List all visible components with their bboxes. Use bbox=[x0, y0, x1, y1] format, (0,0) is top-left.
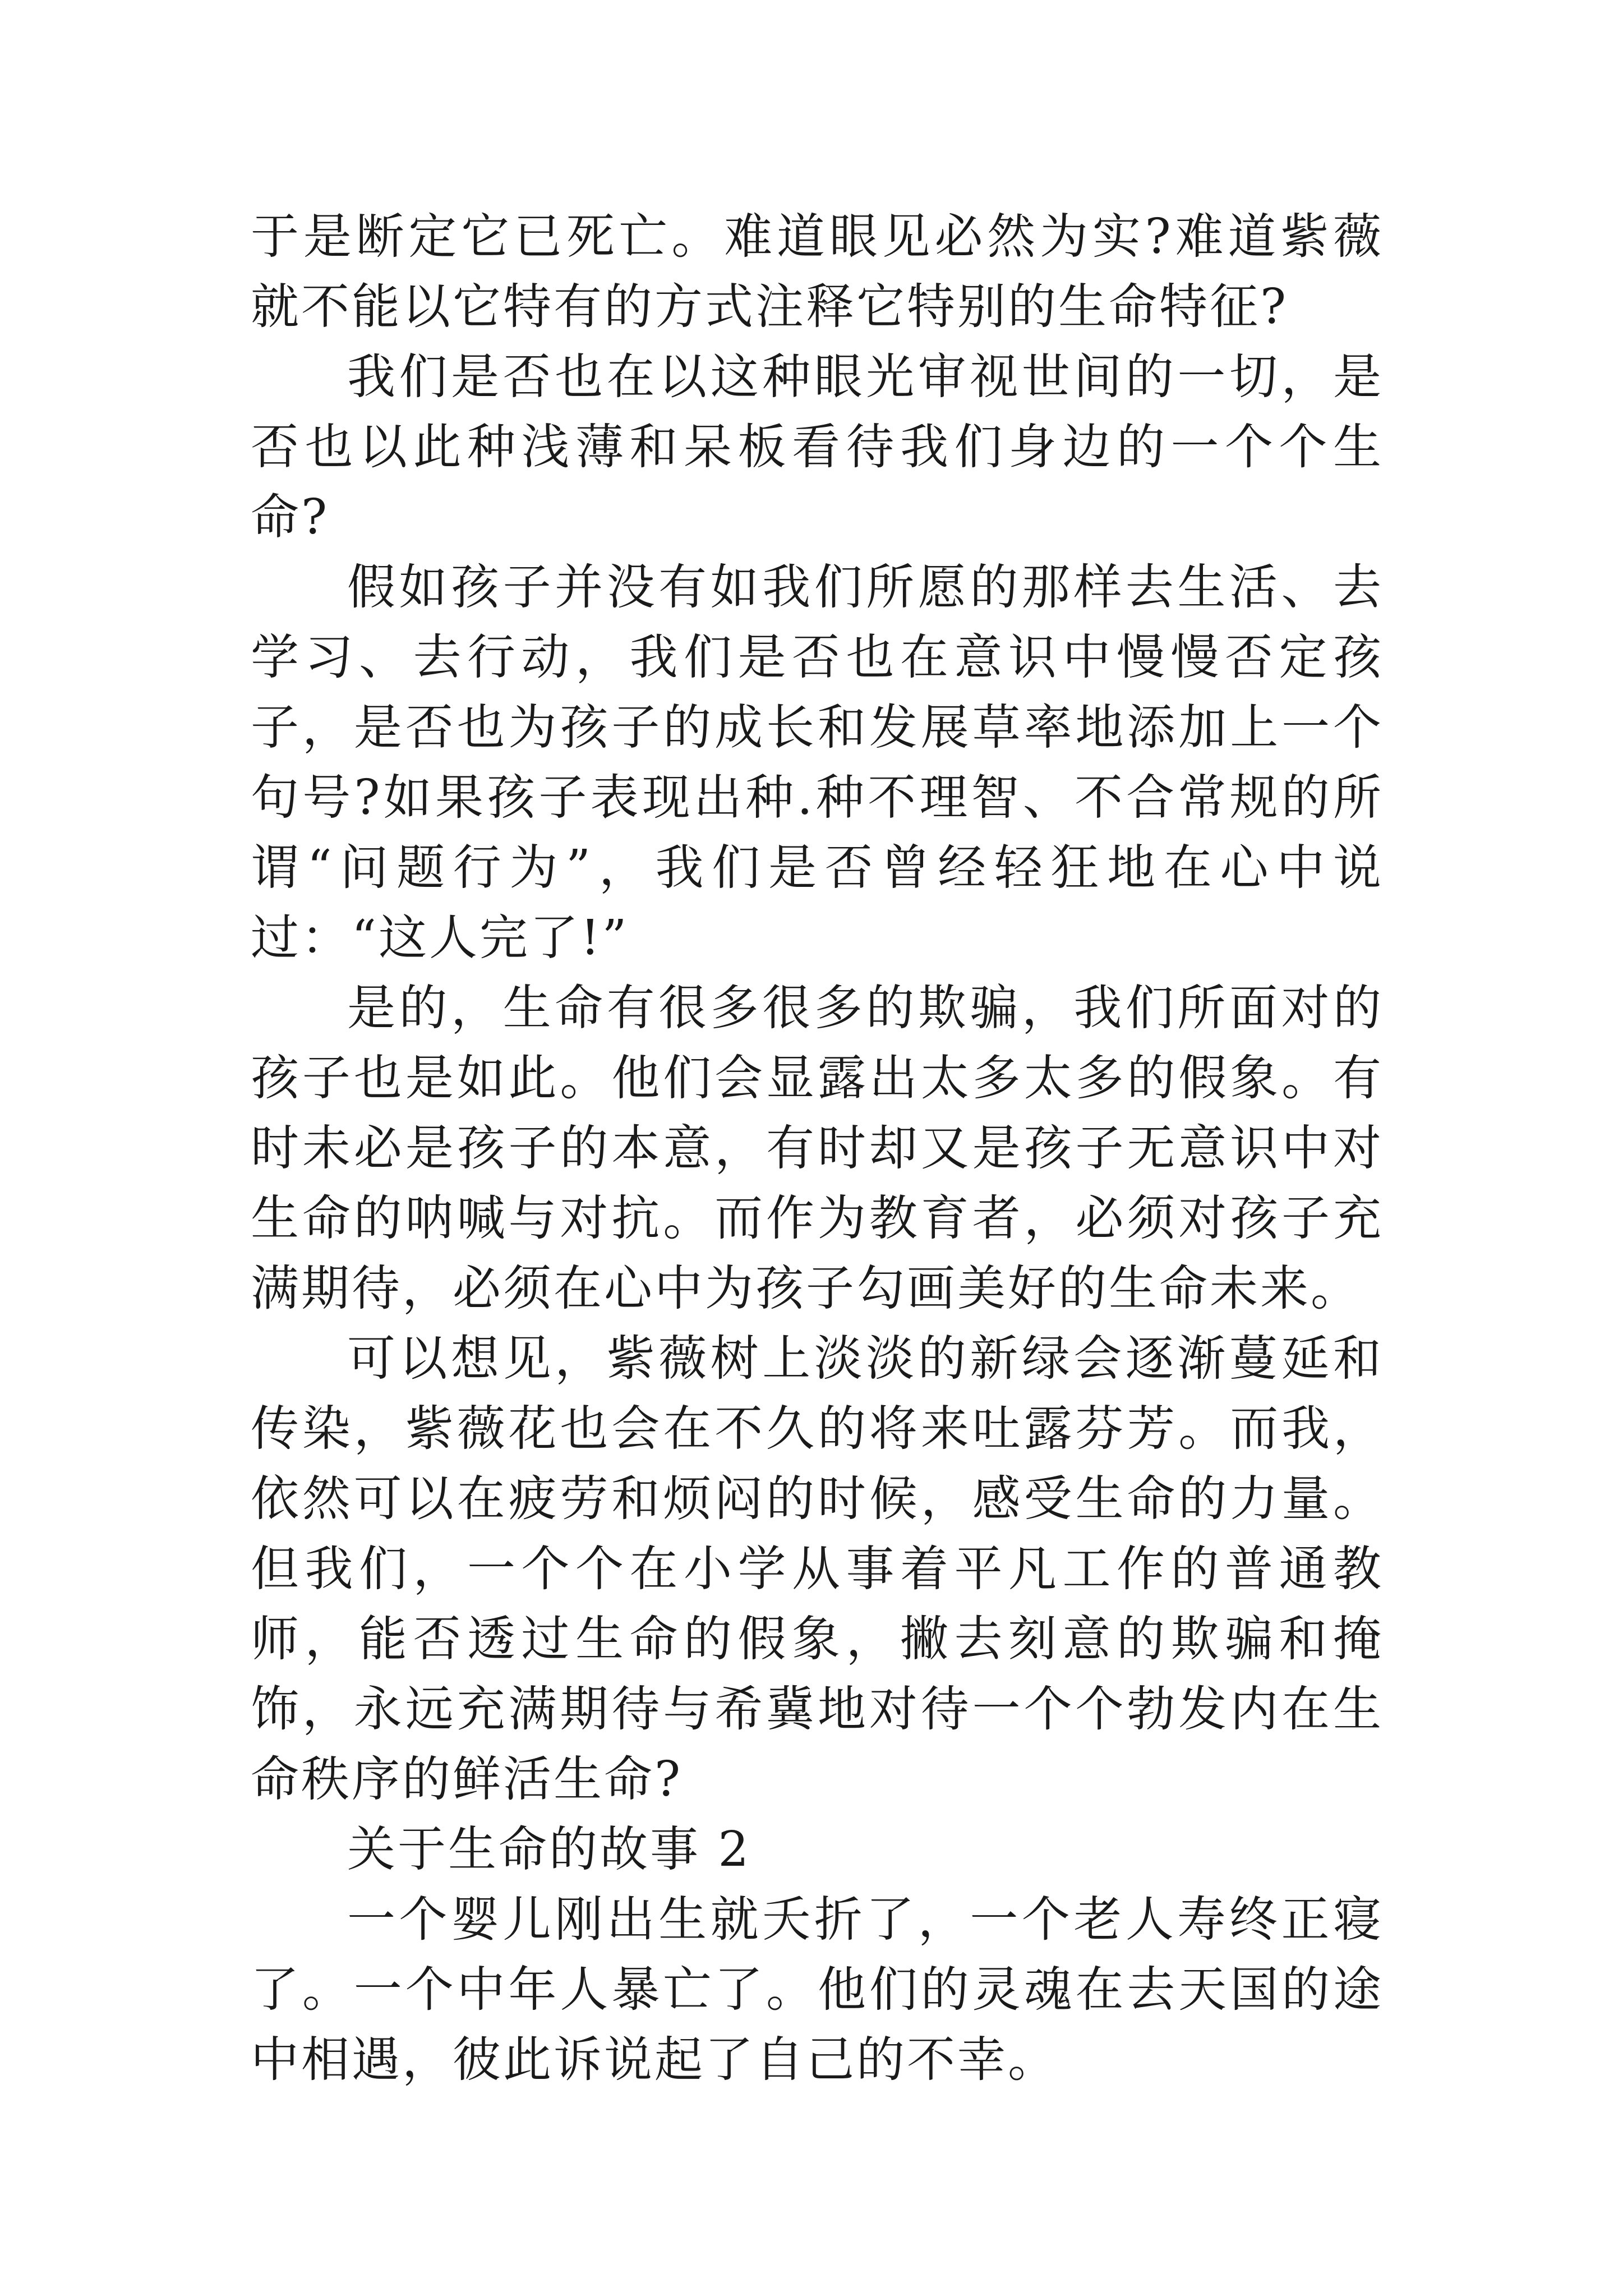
paragraph: 我们是否也在以这种眼光审视世间的一切，是否也以此种浅薄和呆板看待我们身边的一个个生命? bbox=[251, 349, 1384, 545]
paragraph: 假如孩子并没有如我们所愿的那样去生活、去学习、去行动，我们是否也在意识中慢慢否定孩子，是否也为孩子的成长和发展草率地添加上一个句号?如果孩子表现出种.种不理智、不合常规的所谓“问题行为”，我们是否曾经轻狂地在心中说过：“这人完了!” bbox=[251, 559, 1384, 966]
document-body bbox=[251, 202, 1384, 2095]
paragraph: 一个婴儿刚出生就夭折了，一个老人寿终正寝了。一个中年人暴亡了。他们的灵魂在去天国的途中相遇，彼此诉说起了自己的不幸。 bbox=[251, 1892, 1384, 2088]
paragraph: 可以想见，紫薇树上淡淡的新绿会逐渐蔓延和传染，紫薇花也会在不久的将来吐露芬芳。而我，依然可以在疲劳和烦闷的时候，感受生命的力量。但我们，一个个在小学从事着平凡工作的普通教师，能否透过生命的假象，撇去刻意的欺骗和掩饰，永远充满期待与希冀地对待一个个勃发内在生命秩序的鲜活生命? bbox=[251, 1331, 1384, 1807]
paragraph: 是的，生命有很多很多的欺骗，我们所面对的孩子也是如此。他们会显露出太多太多的假象。有时未必是孩子的本意，有时却又是孩子无意识中对生命的呐喊与对抗。而作为教育者，必须对孩子充满期待，必须在心中为孩子勾画美好的生命未来。 bbox=[251, 980, 1384, 1317]
section-heading: 关于生命的故事 2 bbox=[347, 1821, 751, 1878]
paragraph-continuation: 于是断定它已死亡。难道眼见必然为实?难道紫薇就不能以它特有的方式注释它特别的生命特征? bbox=[251, 209, 1384, 335]
